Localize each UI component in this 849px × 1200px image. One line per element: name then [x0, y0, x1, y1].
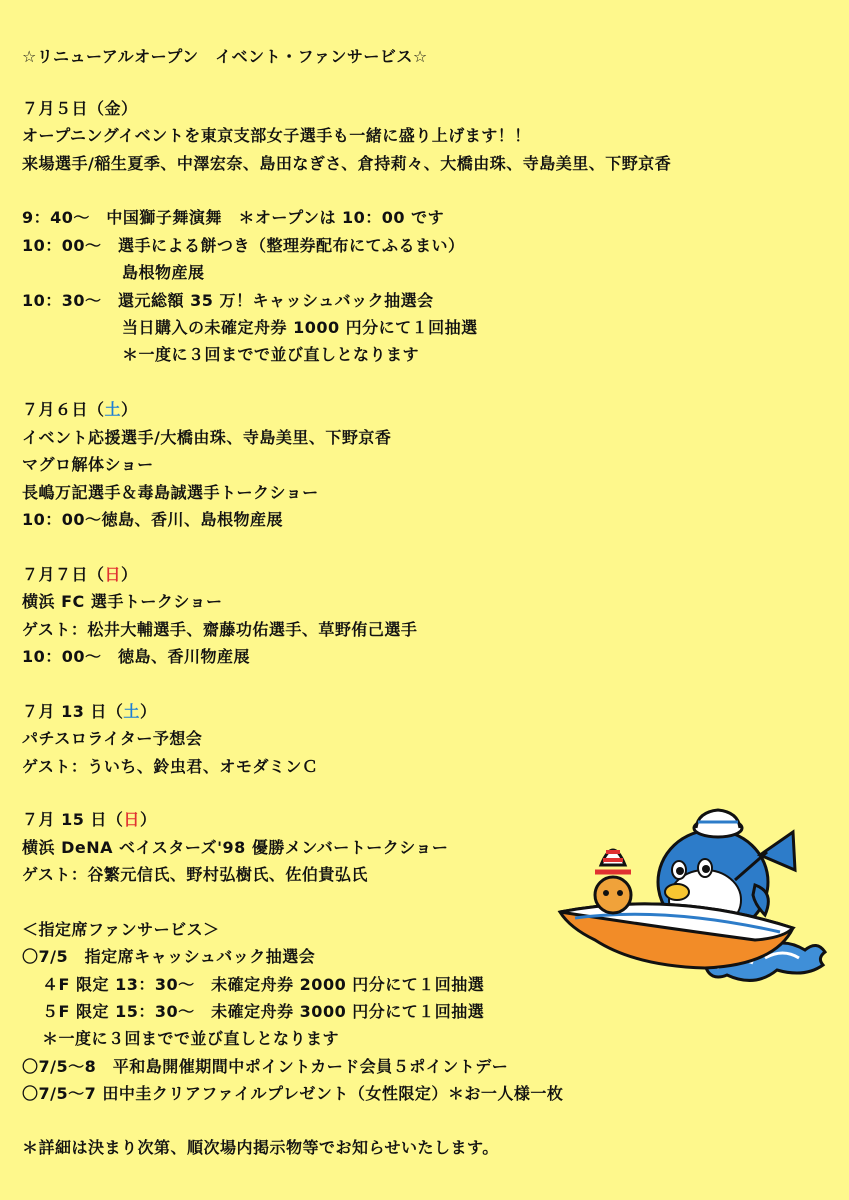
- date-heading-0715: ７月 15 日（日）: [22, 810, 157, 829]
- date-heading-0706: ７月６日（土）: [22, 400, 138, 419]
- fan-service-item: 〇7/5 指定席キャッシュバック抽選会: [22, 947, 316, 966]
- event-line: ゲスト：松井大輔選手、齋藤功佑選手、草野侑己選手: [22, 620, 418, 639]
- date-heading-0707: ７月７日（日）: [22, 565, 138, 584]
- fan-service-item: 〇7/5～8 平和島開催期間中ポイントカード会員５ポイントデー: [22, 1057, 509, 1076]
- schedule-line: 10：30～ 還元総額 35 万！キャッシュバック抽選会: [22, 291, 434, 310]
- event-line: イベント応援選手/大橋由珠、寺島美里、下野京香: [22, 428, 392, 447]
- page-title: ☆リニューアルオープン イベント・ファンサービス☆: [22, 47, 428, 66]
- fan-service-subitem: ５F 限定 15：30～ 未確定舟券 3000 円分にて１回抽選: [42, 1002, 485, 1021]
- event-line: 横浜 DeNA ベイスターズ'98 優勝メンバートークショー: [22, 838, 449, 857]
- event-line: 来場選手/稲生夏季、中澤宏奈、島田なぎさ、倉持莉々、大橋由珠、寺島美里、下野京香: [22, 154, 672, 173]
- schedule-line: 9：40～ 中国獅子舞演舞 ＊オープンは 10：00 です: [22, 208, 445, 227]
- fan-service-subitem: ４F 限定 13：30～ 未確定舟券 2000 円分にて１回抽選: [42, 975, 485, 994]
- event-line: 10：00～徳島、香川、島根物産展: [22, 510, 284, 529]
- schedule-subline: 島根物産展: [122, 263, 205, 282]
- fan-service-item: 〇7/5～7 田中圭クリアファイルプレゼント（女性限定）＊お一人様一枚: [22, 1084, 564, 1103]
- event-line: オープニングイベントを東京支部女子選手も一緒に盛り上げます！！: [22, 126, 531, 145]
- date-heading-0713: ７月 13 日（土）: [22, 702, 157, 721]
- event-line: マグロ解体ショー: [22, 455, 154, 474]
- schedule-subline: ＊一度に３回までで並び直しとなります: [122, 345, 420, 364]
- fish-mascot-on-boat-icon: [555, 800, 835, 995]
- fan-service-heading: ＜指定席ファンサービス＞: [22, 920, 220, 939]
- event-line: 10：00～ 徳島、香川物産展: [22, 647, 251, 666]
- footer-note: ＊詳細は決まり次第、順次場内掲示物等でお知らせいたします。: [22, 1138, 499, 1157]
- fan-service-subitem: ＊一度に３回までで並び直しとなります: [42, 1029, 340, 1048]
- event-line: パチスロライター予想会: [22, 729, 203, 748]
- event-line: 長嶋万記選手＆毒島誠選手トークショー: [22, 483, 319, 502]
- event-line: ゲスト：ういち、鈴虫君、オモダミンＣ: [22, 757, 319, 776]
- schedule-line: 10：00～ 選手による餅つき（整理券配布にてふるまい）: [22, 236, 465, 255]
- schedule-subline: 当日購入の未確定舟券 1000 円分にて１回抽選: [122, 318, 478, 337]
- event-line: 横浜 FC 選手トークショー: [22, 592, 223, 611]
- date-heading-0705: ７月５日（金）: [22, 99, 138, 118]
- event-line: ゲスト：谷繁元信氏、野村弘樹氏、佐伯貴弘氏: [22, 865, 368, 884]
